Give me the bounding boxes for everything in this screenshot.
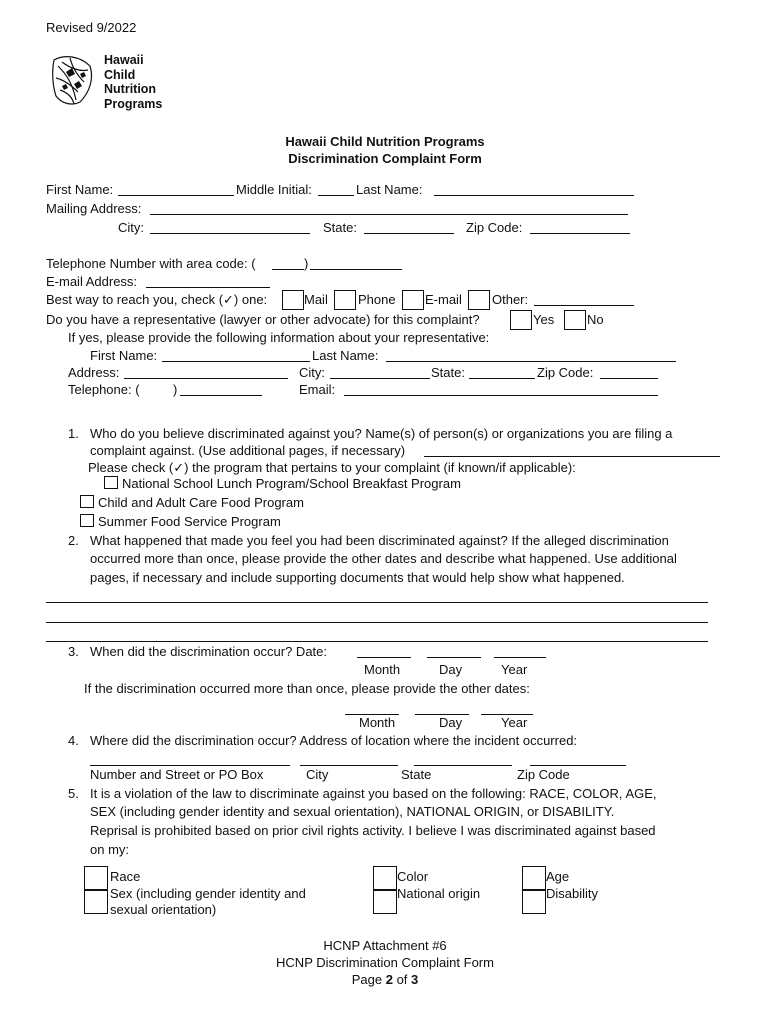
first-name-field[interactable]	[118, 195, 234, 196]
disability-checkbox[interactable]	[522, 890, 546, 914]
q1-line2: complaint against. (Use additional pages, if necessary)	[90, 443, 406, 458]
form-subtitle: Discrimination Complaint Form	[288, 151, 482, 166]
mail-option-label: Mail	[304, 292, 328, 307]
color-checkbox[interactable]	[373, 866, 397, 890]
sex-label-line2: sexual orientation)	[110, 902, 217, 917]
national-origin-label: National origin	[397, 886, 481, 901]
rep-email-field[interactable]	[344, 395, 658, 396]
email-label: E-mail Address:	[46, 274, 138, 289]
year-caption: Year	[501, 662, 528, 677]
phone-checkbox[interactable]	[334, 290, 356, 310]
rep-no-checkbox[interactable]	[564, 310, 586, 330]
phone-option-label: Phone	[358, 292, 396, 307]
middle-initial-field[interactable]	[318, 195, 354, 196]
q4-prompt: Where did the discrimination occur? Address of location where the incident occurred:	[90, 733, 578, 748]
city-field[interactable]	[150, 233, 310, 234]
email-checkbox[interactable]	[402, 290, 424, 310]
footer-form-name: HCNP Discrimination Complaint Form	[276, 955, 494, 970]
sex-checkbox[interactable]	[84, 890, 108, 914]
rep-first-name-field[interactable]	[162, 361, 310, 362]
city-label: City:	[118, 220, 144, 235]
q2-line1: What happened that made you feel you had been discriminated against? If the alleged discrimination	[90, 533, 669, 548]
national-origin-checkbox[interactable]	[373, 890, 397, 914]
page-number: Page 2 of 3	[351, 972, 419, 987]
mail-checkbox[interactable]	[282, 290, 304, 310]
q5-line1: It is a violation of the law to discriminate against you based on the following: RACE, COLOR, AGE,	[90, 786, 657, 801]
checkbox-icon[interactable]	[80, 514, 94, 527]
q3-day-field[interactable]	[427, 657, 481, 658]
q3-year-field[interactable]	[494, 657, 546, 658]
rep-email-label: Email:	[299, 382, 336, 397]
month-caption: Month	[359, 715, 396, 730]
q2-line2: occurred more than once, please provide the other dates and describe what happened. Use additional	[90, 551, 677, 566]
q1-answer-field[interactable]	[424, 456, 720, 457]
q3-number: 3.	[68, 644, 79, 659]
checkbox-icon[interactable]	[104, 476, 118, 489]
q4-zip-field[interactable]	[530, 765, 626, 766]
rep-last-name-field[interactable]	[386, 361, 676, 362]
city-caption: City	[306, 767, 329, 782]
rep-zip-field[interactable]	[600, 378, 658, 379]
other-checkbox[interactable]	[468, 290, 490, 310]
q5-line3: Reprisal is prohibited based on prior civil rights activity. I believe I was discriminated against based	[90, 823, 656, 838]
q4-number: 4.	[68, 733, 79, 748]
day-caption: Day	[439, 662, 463, 677]
other-option-label: Other:	[492, 292, 529, 307]
q2-number: 2.	[68, 533, 79, 548]
q2-answer-line[interactable]	[46, 622, 708, 623]
race-checkbox[interactable]	[84, 866, 108, 890]
q5-number: 5.	[68, 786, 79, 801]
age-checkbox[interactable]	[522, 866, 546, 890]
state-label: State:	[323, 220, 357, 235]
telephone-field[interactable]	[310, 269, 402, 270]
rep-last-name-label: Last Name:	[312, 348, 379, 363]
zip-caption: Zip Code	[517, 767, 570, 782]
color-label: Color	[397, 869, 429, 884]
rep-first-name-label: First Name:	[90, 348, 158, 363]
rep-telephone-field[interactable]	[180, 395, 262, 396]
day-caption: Day	[439, 715, 463, 730]
q4-street-field[interactable]	[90, 765, 290, 766]
telephone-paren: )	[304, 256, 309, 271]
rep-address-field[interactable]	[124, 378, 288, 379]
other-field[interactable]	[534, 305, 634, 306]
footer-attachment: HCNP Attachment #6	[323, 938, 447, 953]
checkbox-icon[interactable]	[80, 495, 94, 508]
last-name-label: Last Name:	[356, 182, 423, 197]
mailing-address-field[interactable]	[150, 214, 628, 215]
street-caption: Number and Street or PO Box	[90, 767, 264, 782]
q5-line2: SEX (including gender identity and sexual orientation), NATIONAL ORIGIN, or DISABILITY.	[90, 804, 615, 819]
q3-prompt: When did the discrimination occur? Date:	[90, 644, 328, 659]
month-caption: Month	[364, 662, 401, 677]
representative-question: Do you have a representative (lawyer or other advocate) for this complaint?	[46, 312, 480, 327]
race-label: Race	[110, 869, 141, 884]
logo-text: Hawaii Child Nutrition Programs	[104, 53, 163, 111]
mailing-address-label: Mailing Address:	[46, 201, 142, 216]
email-field[interactable]	[146, 287, 270, 288]
program-item[interactable]: Summer Food Service Program	[80, 514, 281, 530]
q1-line1: Who do you believe discriminated against you? Name(s) of person(s) or organizations you are filing a	[90, 426, 673, 441]
zip-label: Zip Code:	[466, 220, 523, 235]
best-way-label: Best way to reach you, check (✓) one:	[46, 292, 268, 307]
rep-city-label: City:	[299, 365, 325, 380]
rep-yes-checkbox[interactable]	[510, 310, 532, 330]
state-caption: State	[401, 767, 432, 782]
age-label: Age	[546, 869, 570, 884]
program-item[interactable]: Child and Adult Care Food Program	[80, 495, 304, 511]
telephone-label: Telephone Number with area code: (	[46, 256, 256, 271]
q1-number: 1.	[68, 426, 79, 441]
disability-label: Disability	[546, 886, 599, 901]
rep-no-label: No	[587, 312, 604, 327]
state-field[interactable]	[364, 233, 454, 234]
rep-telephone-label: Telephone: (	[68, 382, 140, 397]
email-option-label: E-mail	[425, 292, 462, 307]
q4-state-field[interactable]	[414, 765, 512, 766]
middle-initial-label: Middle Initial:	[236, 182, 312, 197]
q2-answer-line[interactable]	[46, 641, 708, 642]
rep-city-field[interactable]	[330, 378, 430, 379]
q4-city-field[interactable]	[300, 765, 398, 766]
last-name-field[interactable]	[434, 195, 634, 196]
rep-state-label: State:	[431, 365, 465, 380]
year-caption: Year	[501, 715, 528, 730]
revised-date: Revised 9/2022	[46, 20, 137, 35]
q3-month-field[interactable]	[357, 657, 411, 658]
sex-label-line1: Sex (including gender identity and	[110, 886, 306, 901]
zip-field[interactable]	[530, 233, 630, 234]
rep-info-intro: If yes, please provide the following information about your representative:	[68, 330, 490, 345]
rep-telephone-paren: )	[173, 382, 178, 397]
program-item[interactable]: National School Lunch Program/School Breakfast Program	[104, 476, 461, 492]
area-code-field[interactable]	[272, 269, 304, 270]
form-title: Hawaii Child Nutrition Programs	[285, 134, 485, 149]
rep-zip-label: Zip Code:	[537, 365, 594, 380]
q2-answer-line[interactable]	[46, 602, 708, 603]
q1-line3: Please check (✓) the program that pertains to your complaint (if known/if applicable):	[88, 460, 576, 475]
rep-yes-label: Yes	[533, 312, 555, 327]
rep-state-field[interactable]	[469, 378, 535, 379]
q5-line4: on my:	[90, 842, 130, 857]
rep-address-label: Address:	[68, 365, 120, 380]
first-name-label: First Name:	[46, 182, 114, 197]
q2-line3: pages, if necessary and include supporting documents that would help show what happened.	[90, 570, 625, 585]
q3-other-dates: If the discrimination occurred more than once, please provide the other dates:	[84, 681, 530, 696]
